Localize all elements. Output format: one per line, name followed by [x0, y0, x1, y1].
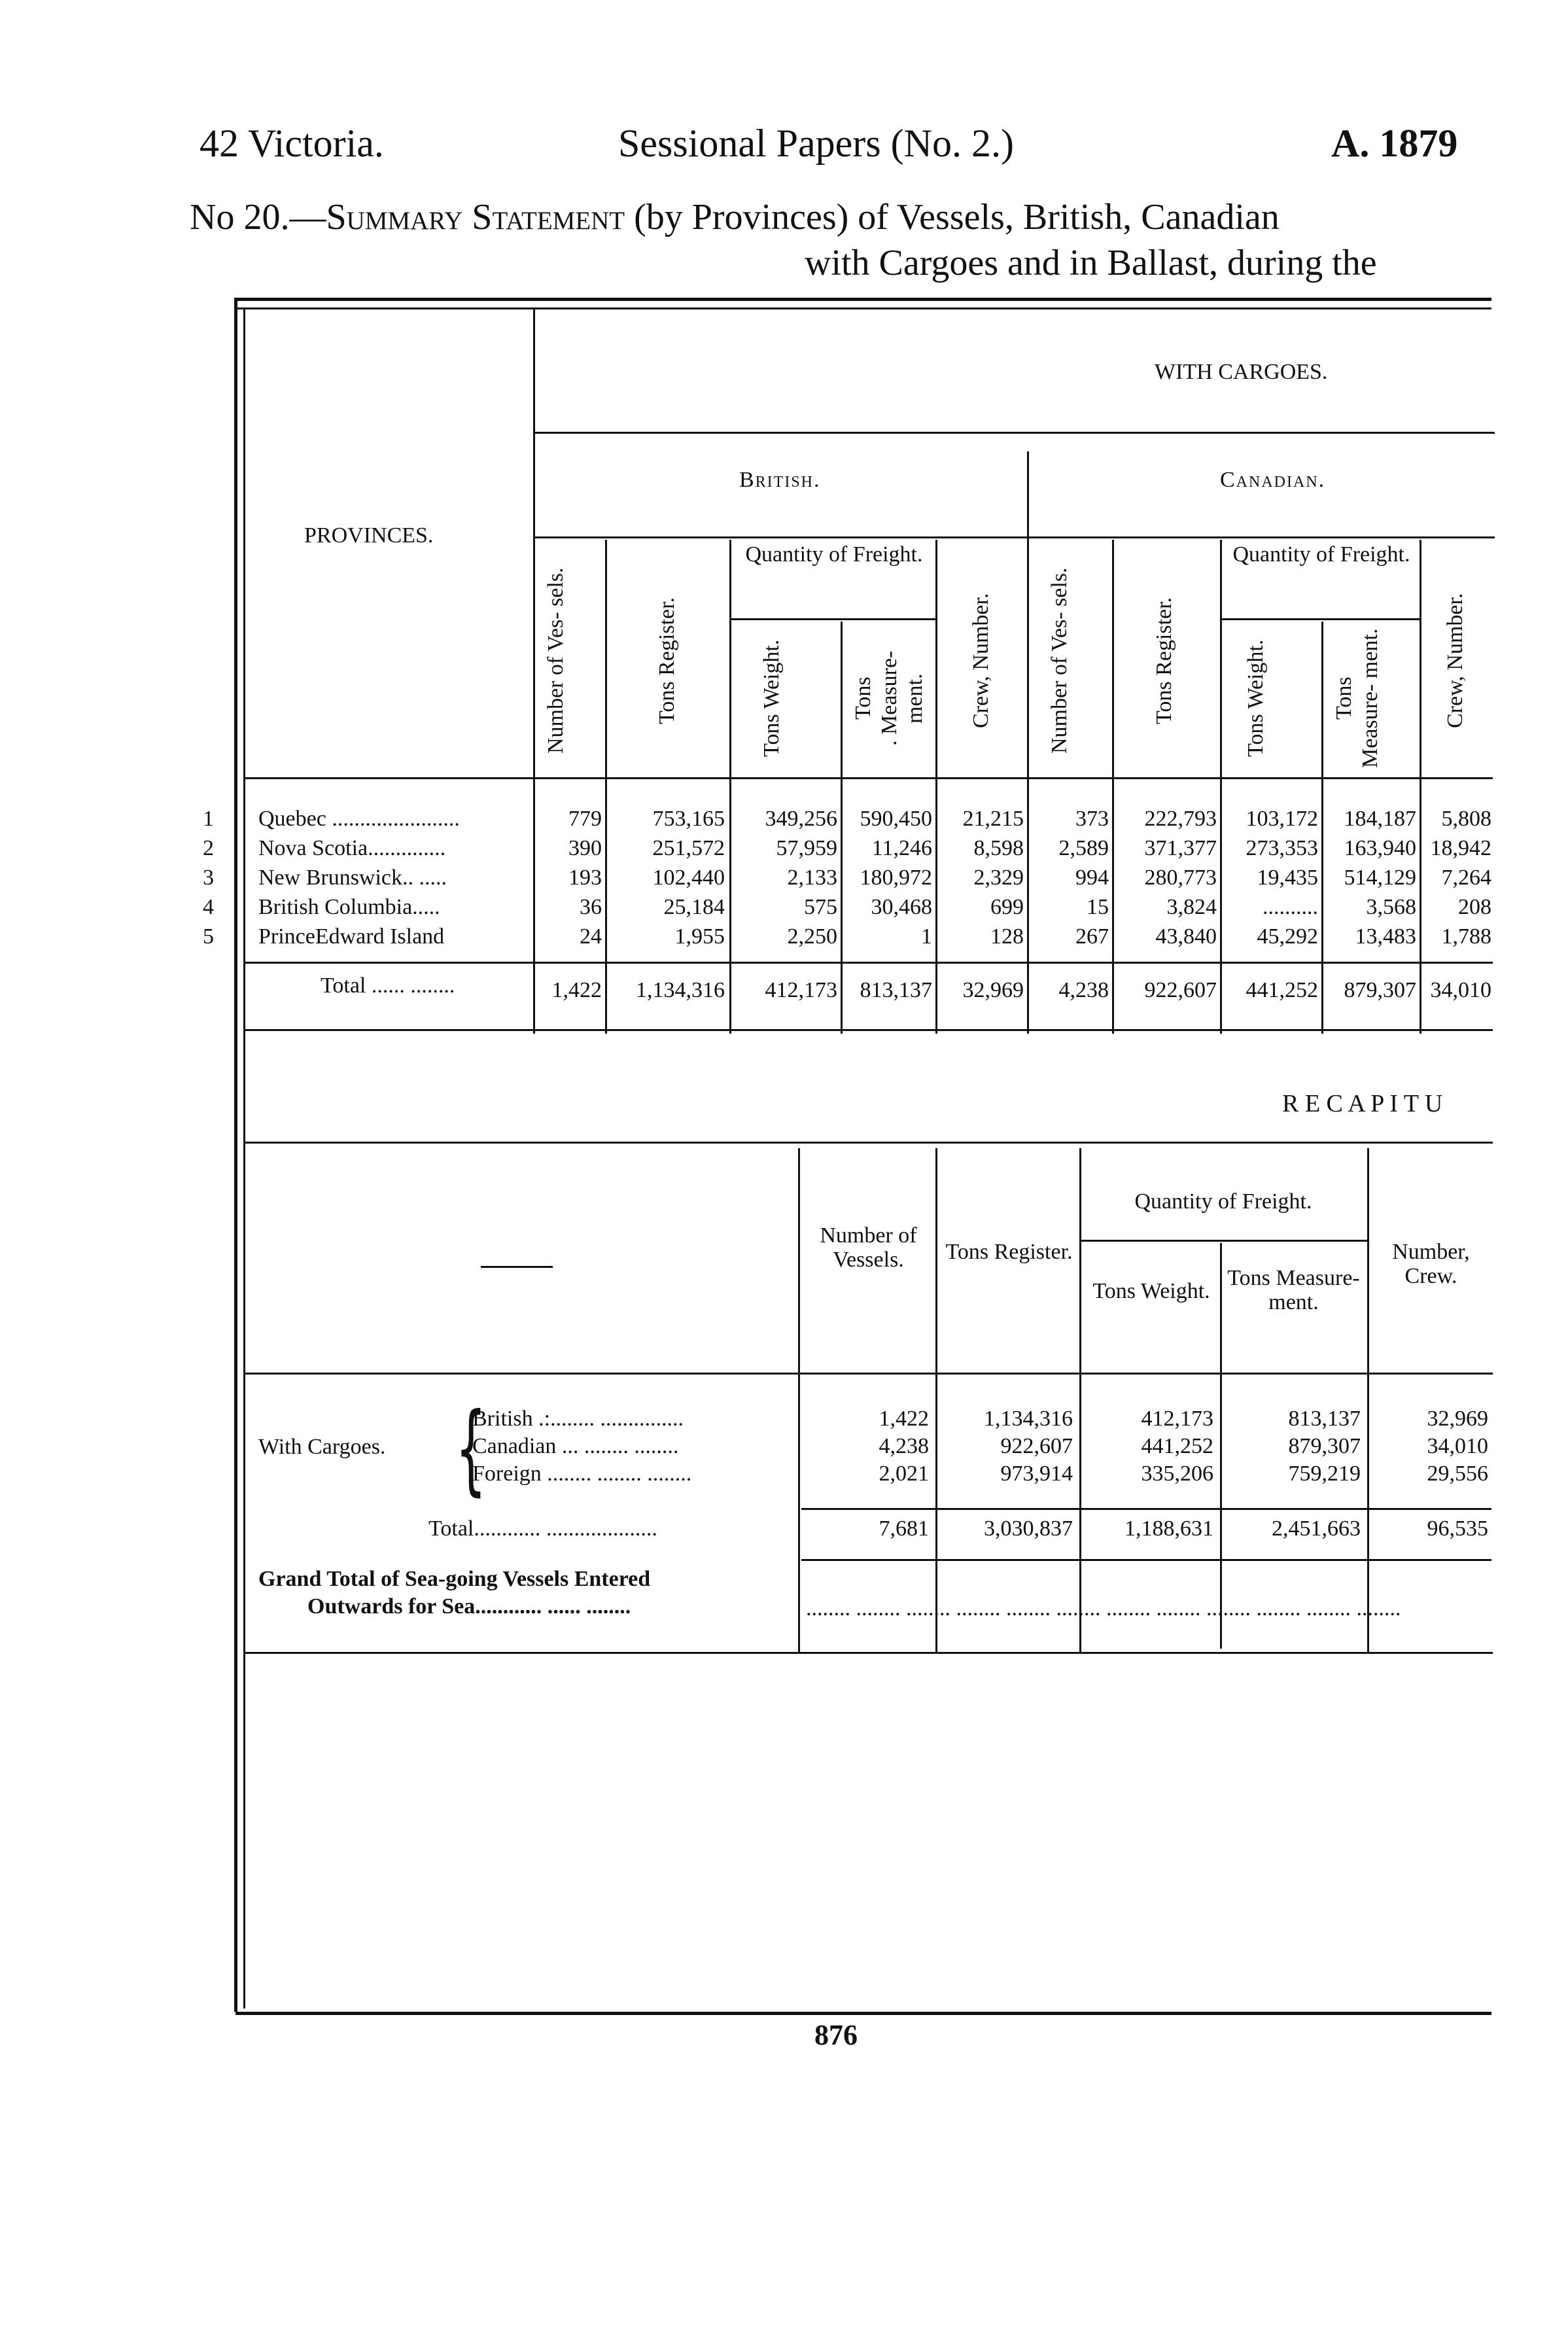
t1-b-col-vessels: Number of Ves- sels. — [544, 567, 568, 754]
t1-rule-total-above — [243, 962, 1493, 964]
t1-total-label: Total ...... ........ — [321, 973, 455, 998]
frame-left-outer — [234, 298, 237, 2012]
t1-cell-c-tons-meas: 514,129 — [1344, 866, 1416, 890]
recap-col-quantity: Quantity of Freight. — [1134, 1189, 1312, 1214]
header-left: 42 Victoria. — [200, 122, 384, 165]
province-name: PrinceEdward Island — [258, 924, 445, 949]
t1-c-col-crew: Crew, Number. — [1443, 593, 1467, 729]
recap-brace: { — [455, 1392, 487, 1506]
t1-total-c-tons-reg: 922,607 — [1144, 978, 1217, 1002]
t1-rule-total-below — [243, 1029, 1493, 1031]
t1-divider-ctr — [1220, 540, 1222, 1034]
bottom-rule — [235, 2012, 1491, 2015]
t1-cell-b-crew: 699 — [990, 895, 1024, 919]
t1-cell-b-tons-reg: 1,955 — [674, 924, 725, 949]
t1-b-col-tons-label: Tons — [851, 676, 875, 720]
t1-cell-b-tons-meas: 11,246 — [871, 836, 932, 860]
recap-divider-vessels — [935, 1148, 937, 1652]
t1-total-c-tons-wt: 441,252 — [1246, 978, 1318, 1002]
province-name: Quebec ....................... — [258, 807, 460, 831]
t1-cell-c-crew: 18,942 — [1430, 836, 1491, 860]
t1-rule-head — [243, 777, 1493, 779]
title-main: Summary Statement — [326, 197, 625, 237]
t1-cell-b-tons-meas: 180,972 — [860, 866, 932, 890]
t1-cell-c-vessels: 15 — [1087, 895, 1109, 919]
t1-total-b-crew: 32,969 — [962, 978, 1024, 1002]
recap-total-crew: 96,535 — [1427, 1516, 1488, 1541]
t1-cell-c-tons-wt: .......... — [1263, 895, 1318, 919]
t1-cell-b-vessels: 24 — [580, 924, 602, 949]
recap-cell-tons-reg: 1,134,316 — [984, 1407, 1073, 1431]
recap-divider-label — [798, 1148, 800, 1652]
recap-cell-tons-wt: 412,173 — [1141, 1407, 1213, 1431]
grand-total-line-1: Grand Total of Sea-going Vessels Entered — [258, 1567, 651, 1591]
t1-cell-c-tons-meas: 163,940 — [1344, 836, 1416, 860]
province-name: British Columbia..... — [258, 895, 440, 919]
recap-cell-vessels: 4,238 — [879, 1434, 929, 1458]
t1-rule-group — [533, 432, 1495, 434]
t1-cell-b-vessels: 36 — [580, 895, 602, 919]
t1-total-b-tons-reg: 1,134,316 — [636, 978, 725, 1002]
row-number: 1 — [203, 807, 214, 831]
t1-rule-bq — [729, 618, 935, 620]
t1-b-col-tons-measure: . Measure- ment. — [877, 650, 928, 746]
recap-rule-quantity — [1079, 1240, 1367, 1242]
t1-total-c-crew: 34,010 — [1430, 978, 1491, 1002]
t1-cell-c-crew: 5,808 — [1441, 807, 1491, 831]
recap-cell-tons-wt: 335,206 — [1141, 1462, 1213, 1486]
t1-group-label: WITH CARGOES. — [1155, 360, 1328, 384]
recap-rule-grand — [801, 1559, 1491, 1561]
t1-cell-b-tons-wt: 349,256 — [765, 807, 837, 831]
t1-cell-c-tons-reg: 280,773 — [1144, 866, 1217, 890]
t1-cell-c-vessels: 994 — [1075, 866, 1109, 890]
t1-cell-b-tons-wt: 57,959 — [776, 836, 837, 860]
t1-c-col-vessels: Number of Ves- sels. — [1047, 567, 1071, 754]
t1-cell-b-crew: 8,598 — [973, 836, 1024, 860]
recap-col-vessels: Number of Vessels. — [820, 1223, 917, 1272]
recap-col-tons-register: Tons Register. — [945, 1240, 1073, 1264]
recap-total-tons-wt: 1,188,631 — [1124, 1516, 1213, 1541]
recap-rule-bottom — [243, 1652, 1493, 1654]
t1-cell-b-tons-wt: 575 — [804, 895, 837, 919]
recap-total-vessels: 7,681 — [879, 1516, 929, 1541]
t1-c-col-tons-register: Tons Register. — [1152, 597, 1176, 725]
header-center: Sessional Papers (No. 2.) — [618, 122, 1014, 165]
t1-rule-cq — [1220, 618, 1420, 620]
recap-cell-tons-meas: 813,137 — [1288, 1407, 1361, 1431]
t1-c-col-quantity: Quantity of Freight. — [1232, 542, 1410, 567]
t1-c-col-tons-measure: Measure- ment. — [1358, 628, 1382, 769]
t1-total-c-tons-meas: 879,307 — [1344, 978, 1416, 1002]
t1-cell-c-tons-meas: 3,568 — [1366, 895, 1416, 919]
t1-cell-c-tons-reg: 371,377 — [1144, 836, 1217, 860]
t1-rule-british — [533, 536, 1495, 538]
t1-cell-b-crew: 128 — [990, 924, 1024, 949]
t1-cell-b-tons-reg: 102,440 — [652, 866, 725, 890]
recap-cell-tons-meas: 879,307 — [1288, 1434, 1361, 1458]
t1-cell-c-tons-meas: 13,483 — [1355, 924, 1416, 949]
t1-c-col-tons-weight: Tons Weight. — [1244, 639, 1268, 758]
t1-cell-c-tons-wt: 273,353 — [1246, 836, 1318, 860]
recap-cell-crew: 29,556 — [1427, 1462, 1488, 1486]
recap-row-name: Foreign ........ ........ ........ — [472, 1462, 692, 1486]
recap-cell-tons-reg: 922,607 — [1000, 1434, 1073, 1458]
recap-cell-crew: 32,969 — [1427, 1407, 1488, 1431]
province-name: Nova Scotia.............. — [258, 836, 446, 860]
t1-b-col-quantity: Quantity of Freight. — [745, 542, 923, 567]
title-line-1 — [190, 196, 1280, 238]
grand-total-line-2: Outwards for Sea............ ...... ........ — [307, 1594, 631, 1619]
title-rest: (by Provinces) of Vessels, British, Canadian — [634, 197, 1280, 237]
recap-total-tons-reg: 3,030,837 — [984, 1516, 1073, 1541]
t1-cell-c-vessels: 267 — [1075, 924, 1109, 949]
recap-rule-top — [243, 1142, 1493, 1144]
t1-cell-b-crew: 21,215 — [962, 807, 1024, 831]
t1-cell-c-vessels: 2,589 — [1058, 836, 1109, 860]
t1-cell-c-crew: 7,264 — [1441, 866, 1491, 890]
recap-rule-total — [801, 1508, 1491, 1510]
t1-b-col-tons-register: Tons Register. — [655, 597, 679, 725]
t1-cell-b-vessels: 193 — [568, 866, 602, 890]
t1-total-b-tons-wt: 412,173 — [765, 978, 837, 1002]
t1-cell-c-tons-wt: 103,172 — [1246, 807, 1318, 831]
t1-cell-b-vessels: 390 — [568, 836, 602, 860]
header-right: A. 1879 — [1331, 122, 1458, 165]
t1-cell-b-tons-wt: 2,133 — [787, 866, 837, 890]
title-line-2: with Cargoes and in Ballast, during the — [805, 243, 1377, 283]
t1-canadian-label: Canadian. — [1220, 468, 1326, 492]
t1-cell-c-vessels: 373 — [1075, 807, 1109, 831]
t1-cell-b-tons-meas: 1 — [921, 924, 932, 949]
t1-cell-b-tons-reg: 25,184 — [663, 895, 725, 919]
recap-cell-vessels: 1,422 — [879, 1407, 929, 1431]
recap-cell-tons-wt: 441,252 — [1141, 1434, 1213, 1458]
recap-cell-crew: 34,010 — [1427, 1434, 1488, 1458]
t1-british-label: British. — [739, 468, 821, 492]
t1-divider-bv — [605, 540, 607, 1034]
recap-total-tons-meas: 2,451,663 — [1272, 1516, 1361, 1541]
province-name: New Brunswick.. ..... — [258, 866, 447, 890]
t1-total-b-vessels: 1,422 — [551, 978, 602, 1002]
frame-left-inner — [243, 307, 245, 2008]
t1-cell-c-tons-reg: 222,793 — [1144, 807, 1217, 831]
t1-total-c-vessels: 4,238 — [1058, 978, 1109, 1002]
recap-cell-vessels: 2,021 — [879, 1462, 929, 1486]
row-number: 2 — [203, 836, 214, 860]
row-number: 3 — [203, 866, 214, 890]
recap-cell-tons-reg: 973,914 — [1000, 1462, 1073, 1486]
t1-divider-btr — [729, 540, 731, 1034]
t1-cell-b-tons-meas: 30,468 — [871, 895, 932, 919]
t1-cell-b-crew: 2,329 — [973, 866, 1024, 890]
t1-cell-c-tons-meas: 184,187 — [1344, 807, 1416, 831]
t1-divider-cv — [1112, 540, 1114, 1034]
t1-c-col-tons-label: Tons — [1332, 676, 1356, 720]
recap-col-tons-weight: Tons Weight. — [1092, 1279, 1210, 1303]
recap-divider-tons-reg — [1079, 1148, 1081, 1652]
recap-col-tons-measure: Tons Measure- ment. — [1227, 1266, 1360, 1315]
t1-cell-c-crew: 208 — [1458, 895, 1491, 919]
recap-with-cargoes-label: With Cargoes. — [258, 1435, 386, 1459]
t1-cell-b-tons-wt: 2,250 — [787, 924, 837, 949]
row-number: 5 — [203, 924, 214, 949]
t1-cell-b-tons-reg: 251,572 — [652, 836, 725, 860]
recap-row-name: British .:........ ............... — [472, 1407, 684, 1431]
row-number: 4 — [203, 895, 214, 919]
title-prefix: No 20.— — [190, 197, 326, 237]
recap-divider-tons-meas — [1367, 1148, 1369, 1652]
recap-divider-tons-wt — [1220, 1243, 1222, 1649]
grand-total-dots: ........ ........ ........ ........ ........ ........ ........ ........ ........ ........ ........ ........ — [806, 1596, 1401, 1621]
t1-total-b-tons-meas: 813,137 — [860, 978, 932, 1002]
t1-cell-c-tons-reg: 43,840 — [1155, 924, 1217, 949]
recap-row-name: Canadian ... ........ ........ — [472, 1434, 679, 1458]
recap-rule-head — [243, 1373, 1493, 1375]
t1-cell-b-tons-meas: 590,450 — [860, 807, 932, 831]
t1-divider-ctm — [1420, 540, 1421, 1034]
recap-total-label: Total............ .................... — [428, 1516, 657, 1541]
top-rule — [235, 298, 1491, 301]
t1-cell-c-tons-wt: 19,435 — [1257, 866, 1318, 890]
t1-provinces-label: PROVINCES. — [304, 523, 434, 548]
recap-cell-tons-meas: 759,219 — [1288, 1462, 1361, 1486]
recap-col-crew: Number, Crew. — [1392, 1240, 1470, 1289]
t1-divider-btm — [935, 540, 937, 1034]
top-rule-2 — [235, 307, 1491, 309]
t1-cell-c-tons-wt: 45,292 — [1257, 924, 1318, 949]
recap-dash — [481, 1266, 553, 1268]
t1-b-col-crew: Crew, Number. — [969, 593, 993, 729]
t1-cell-b-tons-reg: 753,165 — [652, 807, 725, 831]
t1-b-col-tons-weight: Tons Weight. — [759, 639, 784, 758]
recap-title: R E C A P I T U — [1282, 1090, 1443, 1117]
t1-cell-b-vessels: 779 — [568, 807, 602, 831]
t1-cell-c-tons-reg: 3,824 — [1166, 895, 1217, 919]
page-number: 876 — [814, 2019, 858, 2051]
t1-cell-c-crew: 1,788 — [1441, 924, 1491, 949]
